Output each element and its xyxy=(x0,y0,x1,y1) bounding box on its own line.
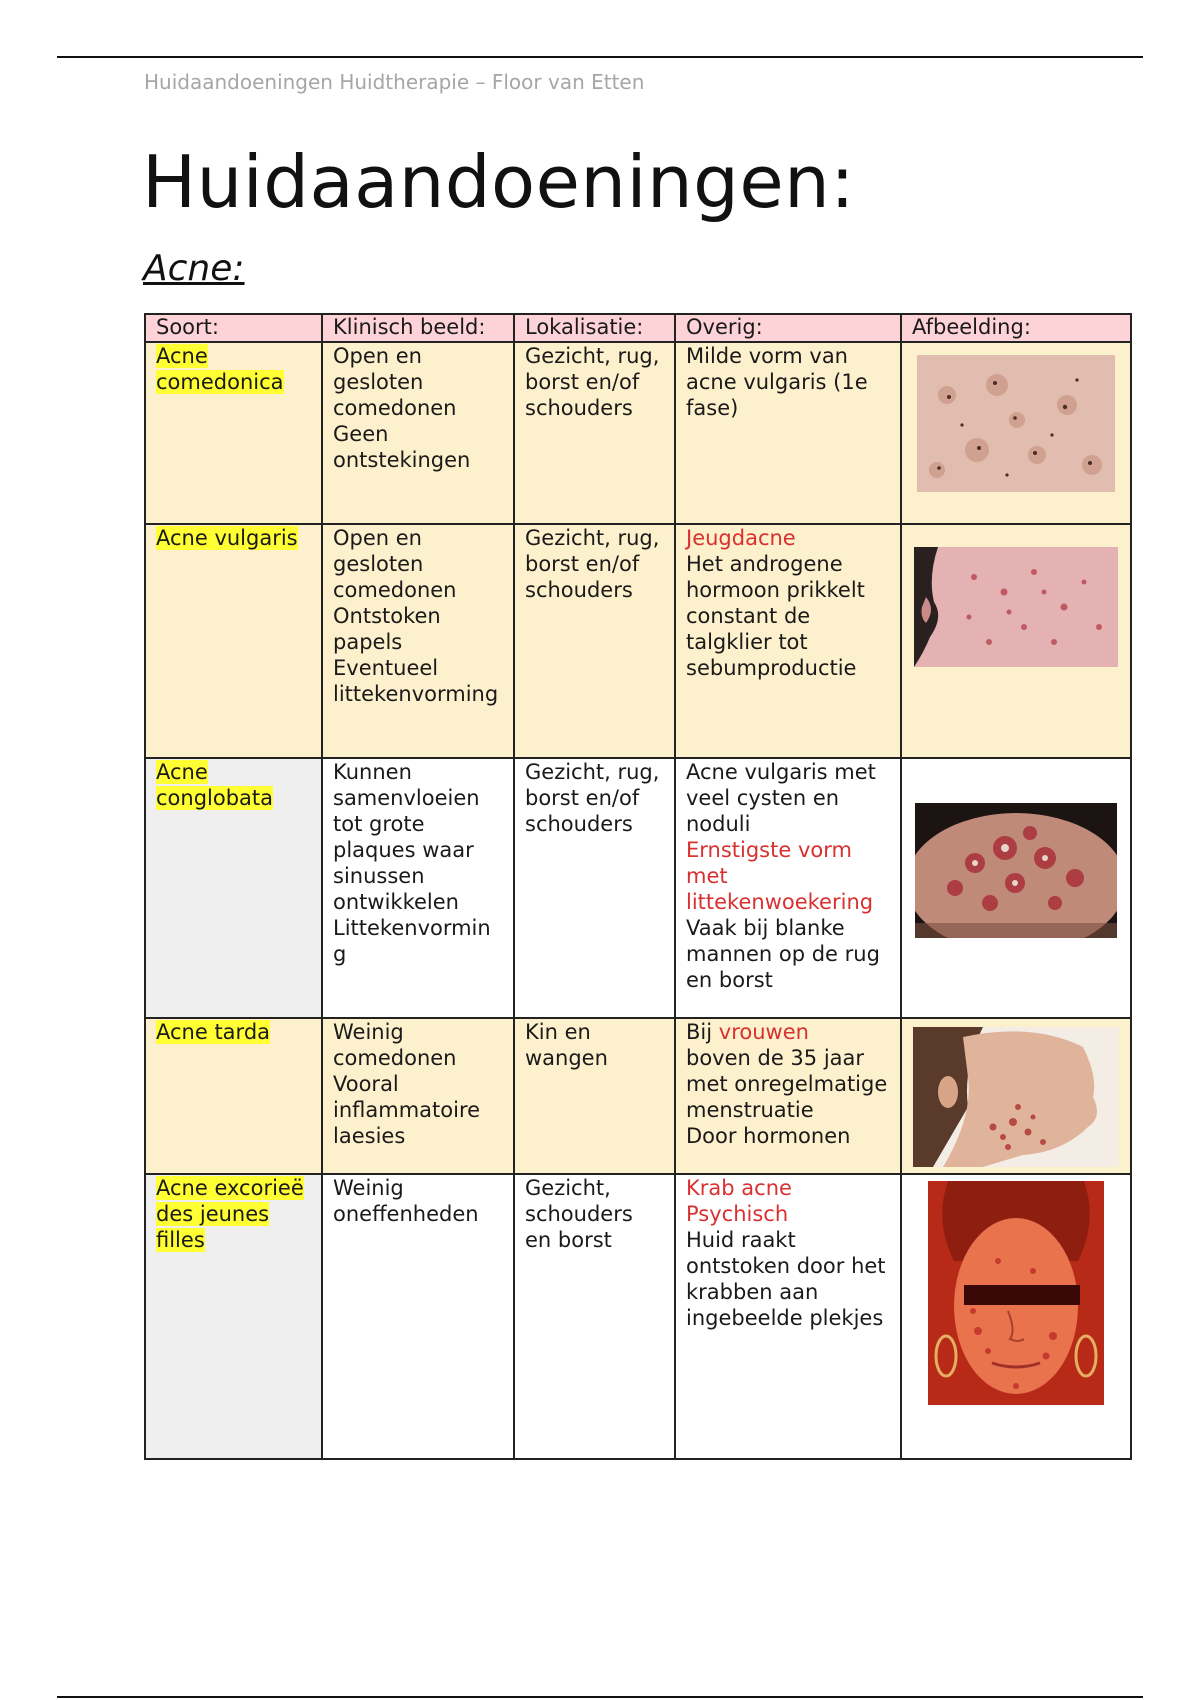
note-text: Bij xyxy=(686,1020,719,1044)
cell-afbeelding xyxy=(901,758,1131,1018)
cell-klinisch-beeld xyxy=(322,1174,514,1459)
clinical-line: Vooral inflammatoire laesies xyxy=(333,1072,481,1148)
note-red-text: Ernstigste vorm met littekenwoekering xyxy=(686,838,874,914)
top-rule xyxy=(57,56,1143,58)
table-row xyxy=(145,758,1131,1018)
clinical-line: Open en gesloten comedonen xyxy=(333,526,457,602)
clinical-line: Weinig oneffenheden xyxy=(333,1176,479,1226)
cheek-papules-photo xyxy=(914,547,1118,667)
column-header-soort: Soort: xyxy=(145,314,322,342)
forehead-nodules-photo xyxy=(915,803,1117,938)
cell-afbeelding xyxy=(901,1018,1131,1174)
cell-soort xyxy=(145,758,322,1018)
highlighted-term: Acne excorieë des jeunes filles xyxy=(156,1176,304,1252)
note-text: Huid raakt ontstoken door het krabben aan ingebeelde plekjes xyxy=(686,1228,886,1330)
note-text: Door hormonen xyxy=(686,1124,851,1148)
cell-overig xyxy=(675,524,901,758)
clinical-line: Kunnen samenvloeien tot grote plaques waar sinussen ontwikkelen xyxy=(333,760,480,914)
table-row xyxy=(145,342,1131,524)
table-row xyxy=(145,524,1131,758)
column-header-overig: Overig: xyxy=(675,314,901,342)
cell-soort xyxy=(145,1018,322,1174)
woman-jaw-acne-photo xyxy=(913,1027,1119,1167)
cell-overig xyxy=(675,342,901,524)
cell-soort xyxy=(145,1174,322,1459)
acne-table xyxy=(144,313,1132,1460)
cell-afbeelding xyxy=(901,342,1131,524)
note-red-text: vrouwen xyxy=(718,1020,809,1044)
table-row xyxy=(145,1174,1131,1459)
bottom-rule xyxy=(57,1696,1143,1698)
cell-lokalisatie: Gezicht, rug, borst en/of schouders xyxy=(514,342,675,524)
cell-klinisch-beeld xyxy=(322,1018,514,1174)
column-header-afbeelding: Afbeelding: xyxy=(901,314,1131,342)
table-row xyxy=(145,1018,1131,1174)
cell-overig xyxy=(675,1018,901,1174)
clinical-line: Littekenvorming xyxy=(333,916,491,966)
table-header-row xyxy=(145,314,1131,342)
cell-afbeelding xyxy=(901,524,1131,758)
cell-soort xyxy=(145,342,322,524)
cell-klinisch-beeld xyxy=(322,342,514,524)
note-text: Acne vulgaris met veel cysten en noduli xyxy=(686,760,876,836)
clinical-line: Open en gesloten comedonen xyxy=(333,344,457,420)
highlighted-term: Acne tarda xyxy=(156,1020,271,1044)
cell-lokalisatie: Kin en wangen xyxy=(514,1018,675,1174)
cell-soort xyxy=(145,524,322,758)
highlighted-term: Acne conglobata xyxy=(156,760,274,810)
highlighted-term: Acne comedonica xyxy=(156,344,284,394)
cell-overig xyxy=(675,1174,901,1459)
cell-lokalisatie: Gezicht, schouders en borst xyxy=(514,1174,675,1459)
note-red-text: Psychisch xyxy=(686,1202,789,1226)
running-header: Huidaandoeningen Huidtherapie – Floor van Etten xyxy=(144,70,645,94)
cell-klinisch-beeld xyxy=(322,524,514,758)
cell-overig xyxy=(675,758,901,1018)
column-header-lokalisatie: Lokalisatie: xyxy=(514,314,675,342)
clinical-line: Weinig comedonen xyxy=(333,1020,457,1070)
note-red-text: Krab acne xyxy=(686,1176,792,1200)
note-text: Milde vorm van acne vulgaris (1e fase) xyxy=(686,344,868,420)
note-text: Vaak bij blanke mannen op de rug en borst xyxy=(686,916,880,992)
section-title-acne: Acne: xyxy=(143,248,245,289)
clinical-line: Ontstoken papels xyxy=(333,604,441,654)
note-text: boven de 35 jaar met onregelmatige menstruatie xyxy=(686,1046,888,1122)
cell-afbeelding xyxy=(901,1174,1131,1459)
note-text: Het androgene hormoon prikkelt constant de talgklier tot sebumproductie xyxy=(686,552,865,680)
face-excoriations-photo xyxy=(928,1181,1104,1405)
clinical-line: Eventueel littekenvorming xyxy=(333,656,499,706)
cell-klinisch-beeld xyxy=(322,758,514,1018)
clinical-line: Geen ontstekingen xyxy=(333,422,471,472)
comedones-skin-photo xyxy=(917,355,1115,492)
highlighted-term: Acne vulgaris xyxy=(156,526,298,550)
note-line xyxy=(686,1019,890,1045)
document-title: Huidaandoeningen: xyxy=(142,140,856,224)
cell-lokalisatie: Gezicht, rug, borst en/of schouders xyxy=(514,758,675,1018)
note-red-text: Jeugdacne xyxy=(686,526,796,550)
column-header-klinisch-beeld: Klinisch beeld: xyxy=(322,314,514,342)
cell-lokalisatie: Gezicht, rug, borst en/of schouders xyxy=(514,524,675,758)
